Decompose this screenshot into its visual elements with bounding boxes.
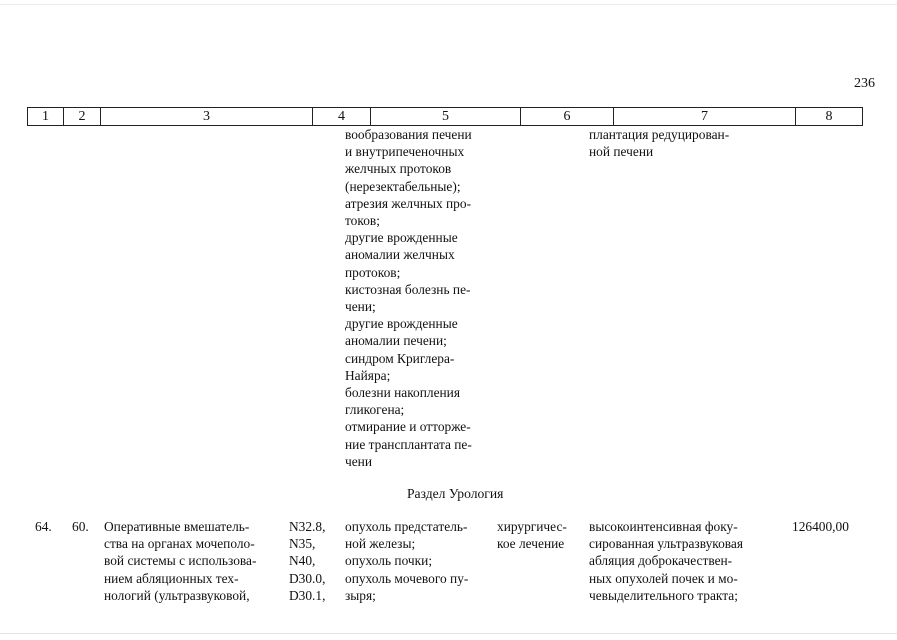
- row-col6-treatment-type: хирургичес- кое лечение: [497, 519, 567, 552]
- header-col-8: 8: [796, 108, 863, 126]
- column-number-header: [27, 107, 863, 126]
- header-col-4: 4: [313, 108, 371, 126]
- row-col5-diagnoses: опухоль предстатель- ной железы; опухоль почки; опухоль мочевого пу- зыря;: [345, 519, 469, 603]
- page-number: 236: [854, 76, 875, 91]
- section-title: Раздел Урология: [407, 486, 504, 501]
- row-number: 64.: [35, 519, 52, 534]
- row-subnumber: 60.: [72, 519, 89, 534]
- row-col8-cost: 126400,00: [792, 519, 849, 534]
- scan-edge-bottom: [0, 633, 897, 634]
- header-col-3: 3: [101, 108, 313, 126]
- row-col7-method: высокоинтенсивная фоку- сированная ультразвуковая абляция доброкачествен- ных опухолей почек и мо- чевыделительного тракта;: [589, 519, 744, 603]
- header-col-1: 1: [28, 108, 64, 126]
- row-col3-procedure: Оперативные вмешатель- ства на органах мочеполо- вой системы с использова- нием абляционных тех- нологий (ультразвуковой,: [104, 519, 257, 603]
- header-col-7: 7: [614, 108, 796, 126]
- header-col-6: 6: [521, 108, 614, 126]
- row-col4-icd-codes: N32.8, N35, N40, D30.0, D30.1,: [289, 519, 326, 603]
- continuation-col7-method: плантация редуцирован- ной печени: [589, 127, 730, 160]
- scan-edge-top: [0, 4, 897, 5]
- continuation-col5-diagnoses: вообразования печени и внутрипеченочных желчных протоков (нерезектабельные); атрезия желчных про- токов; другие врожденные аномалии желчных протоков; кистозная болезнь пе- чени; другие врожденные аномалии печени; синдром Криглера- Найяра; болезни накопления гликогена; отмирание и отторже- ние трансплантата пе- чени: [345, 127, 472, 469]
- header-col-2: 2: [64, 108, 101, 126]
- header-col-5: 5: [371, 108, 521, 126]
